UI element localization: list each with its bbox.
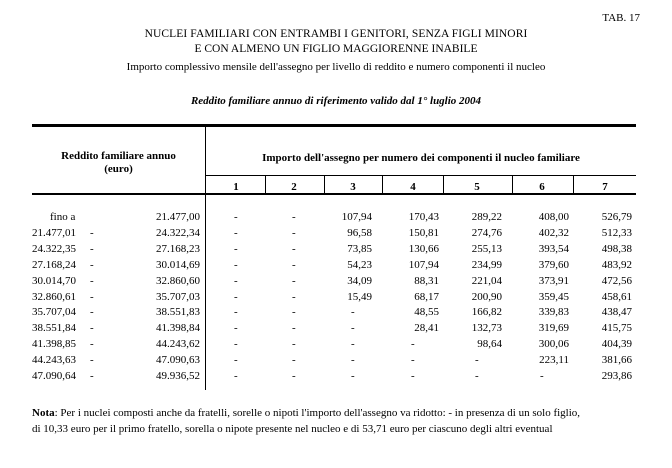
amount-cell: - bbox=[292, 258, 296, 271]
amount-cell: 34,09 bbox=[347, 274, 372, 287]
amount-cell: 150,81 bbox=[408, 226, 439, 239]
amount-cell: 319,69 bbox=[538, 322, 569, 335]
amount-cell: 223,11 bbox=[539, 354, 569, 367]
income-separator: - bbox=[90, 322, 94, 335]
income-from: 44.243,63 bbox=[32, 354, 76, 367]
header-bottom-rule bbox=[32, 193, 636, 195]
income-separator: - bbox=[90, 306, 94, 319]
amount-cell: 88,31 bbox=[414, 274, 439, 287]
column-separator bbox=[324, 176, 325, 195]
income-separator: - bbox=[90, 290, 94, 303]
income-from: 41.398,85 bbox=[32, 338, 76, 351]
amount-cell: 458,61 bbox=[601, 290, 632, 303]
amount-cell: 498,38 bbox=[601, 242, 632, 255]
title-line-1: NUCLEI FAMILIARI CON ENTRAMBI I GENITORI, SENZA FIGLI MINORI bbox=[144, 28, 528, 40]
amount-cell: - bbox=[292, 274, 296, 287]
amount-cell: - bbox=[234, 290, 238, 303]
income-separator: - bbox=[90, 258, 94, 271]
amount-cell: 408,00 bbox=[538, 211, 569, 223]
table-row bbox=[32, 354, 636, 369]
income-from: fino a bbox=[50, 211, 76, 223]
amount-cell: 526,79 bbox=[601, 211, 632, 223]
amount-cell: 339,83 bbox=[538, 306, 569, 319]
footnote bbox=[32, 405, 652, 437]
amount-cell: 54,23 bbox=[347, 258, 372, 271]
amount-cell: 402,32 bbox=[538, 226, 569, 239]
amount-cell: 293,86 bbox=[601, 370, 632, 382]
amount-cell: 234,99 bbox=[471, 258, 502, 271]
amount-cell: - bbox=[351, 322, 355, 335]
income-separator: - bbox=[90, 354, 94, 367]
column-separator bbox=[443, 176, 444, 195]
amount-cell: - bbox=[411, 354, 415, 367]
income-to: 30.014,69 bbox=[156, 258, 200, 271]
income-separator: - bbox=[90, 370, 94, 382]
income-from: 32.860,61 bbox=[32, 290, 76, 303]
amount-cell: 438,47 bbox=[601, 306, 632, 319]
income-from: 35.707,04 bbox=[32, 306, 76, 319]
amount-cell: 28,41 bbox=[414, 322, 439, 335]
income-header-line1: Reddito familiare annuo bbox=[61, 150, 176, 162]
amount-cell: - bbox=[475, 354, 479, 367]
amount-cell: - bbox=[292, 370, 296, 382]
amount-cell: 373,91 bbox=[538, 274, 569, 287]
amount-cell: - bbox=[411, 338, 415, 351]
amount-cell: - bbox=[351, 306, 355, 319]
amount-cell: - bbox=[234, 322, 238, 335]
amount-cell: 415,75 bbox=[601, 322, 632, 335]
amount-cell: - bbox=[540, 370, 544, 382]
amount-cell: 107,94 bbox=[341, 211, 372, 223]
amount-cell: - bbox=[234, 226, 238, 239]
amount-cell: 472,56 bbox=[601, 274, 632, 287]
amount-cell: 68,17 bbox=[414, 290, 439, 303]
table-row bbox=[32, 275, 636, 290]
amount-cell: 221,04 bbox=[471, 274, 502, 287]
amount-cell: - bbox=[292, 354, 296, 367]
amount-cell: - bbox=[292, 226, 296, 239]
income-to: 38.551,83 bbox=[156, 306, 200, 319]
reference-period: Reddito familiare annuo di riferimento valido dal 1° luglio 2004 bbox=[190, 95, 482, 107]
amount-cell: - bbox=[292, 306, 296, 319]
amount-cell: - bbox=[234, 354, 238, 367]
allowance-table bbox=[32, 124, 636, 390]
table-top-rule bbox=[32, 124, 636, 127]
amount-cell: 15,49 bbox=[347, 290, 372, 303]
income-to: 24.322,34 bbox=[156, 226, 200, 239]
income-to: 32.860,60 bbox=[156, 274, 200, 287]
amount-cell: - bbox=[292, 290, 296, 303]
income-to: 49.936,52 bbox=[156, 370, 200, 382]
table-row bbox=[32, 243, 636, 258]
amount-cell: - bbox=[234, 211, 238, 223]
subtitle: Importo complessivo mensile dell'assegno per livello di reddito e numero componenti il nucleo bbox=[126, 61, 546, 73]
note-line-1: : Per i nuclei composti anche da fratelli, sorelle o nipoti l'importo dell'assegno va ridotto: - in presenza di un solo figlio, bbox=[54, 407, 581, 419]
income-separator: - bbox=[90, 226, 94, 239]
amount-cell: 393,54 bbox=[538, 242, 569, 255]
amount-cell: - bbox=[475, 370, 479, 382]
table-row bbox=[32, 322, 636, 337]
title-line-2: E CON ALMENO UN FIGLIO MAGGIORENNE INABILE bbox=[194, 43, 478, 55]
column-header: 7 bbox=[602, 181, 608, 193]
column-header: 6 bbox=[539, 181, 545, 193]
amount-cell: - bbox=[292, 211, 296, 223]
income-header-line2: (euro) bbox=[104, 163, 133, 175]
column-separator bbox=[573, 176, 574, 195]
amount-cell: 379,60 bbox=[538, 258, 569, 271]
income-to: 47.090,63 bbox=[156, 354, 200, 367]
amount-cell: 200,90 bbox=[471, 290, 502, 303]
amount-cell: 300,06 bbox=[538, 338, 569, 351]
amount-cell: - bbox=[351, 354, 355, 367]
column-header: 5 bbox=[474, 181, 480, 193]
amount-cell: 107,94 bbox=[408, 258, 439, 271]
table-row bbox=[32, 338, 636, 353]
income-to: 44.243,62 bbox=[156, 338, 200, 351]
amount-cell: 512,33 bbox=[601, 226, 632, 239]
table-row bbox=[32, 259, 636, 274]
amount-cell: - bbox=[351, 338, 355, 351]
note-label: Nota bbox=[32, 407, 55, 419]
amount-cell: - bbox=[234, 274, 238, 287]
column-header: 1 bbox=[233, 181, 239, 193]
amount-cell: 130,66 bbox=[408, 242, 439, 255]
amount-cell: 132,73 bbox=[471, 322, 502, 335]
income-separator: - bbox=[90, 242, 94, 255]
income-from: 47.090,64 bbox=[32, 370, 76, 382]
income-to: 35.707,03 bbox=[156, 290, 200, 303]
amount-cell: 255,13 bbox=[471, 242, 502, 255]
amount-cell: - bbox=[234, 306, 238, 319]
income-to: 27.168,23 bbox=[156, 242, 200, 255]
amount-cell: 166,82 bbox=[471, 306, 502, 319]
amount-cell: 73,85 bbox=[347, 242, 372, 255]
income-separator: - bbox=[90, 338, 94, 351]
amount-cell: 289,22 bbox=[471, 211, 502, 223]
amount-cell: 404,39 bbox=[601, 338, 632, 351]
amount-cell: - bbox=[234, 370, 238, 382]
amount-cell: - bbox=[292, 242, 296, 255]
amount-cell: 359,45 bbox=[538, 290, 569, 303]
income-separator: - bbox=[90, 274, 94, 287]
note-line-2: di 10,33 euro per il primo fratello, sorella o nipote presente nel nucleo e di 53,71 euro per ciascuno degli altri eventual bbox=[32, 423, 553, 435]
amount-cell: 96,58 bbox=[347, 226, 372, 239]
amount-cell: - bbox=[234, 258, 238, 271]
amount-cell: - bbox=[292, 322, 296, 335]
amount-header: Importo dell'assegno per numero dei componenti il nucleo familiare bbox=[262, 152, 580, 164]
amount-cell: 274,76 bbox=[471, 226, 502, 239]
income-from: 24.322,35 bbox=[32, 242, 76, 255]
income-from: 38.551,84 bbox=[32, 322, 76, 335]
column-header: 4 bbox=[410, 181, 416, 193]
table-row bbox=[32, 211, 636, 226]
amount-cell: 170,43 bbox=[408, 211, 439, 223]
amount-cell: - bbox=[234, 242, 238, 255]
column-header: 2 bbox=[291, 181, 297, 193]
column-header: 3 bbox=[350, 181, 356, 193]
table-row bbox=[32, 306, 636, 321]
table-row bbox=[32, 227, 636, 242]
income-to: 41.398,84 bbox=[156, 322, 200, 335]
income-to: 21.477,00 bbox=[156, 211, 200, 223]
amount-cell: - bbox=[411, 370, 415, 382]
table-number: TAB. 17 bbox=[602, 12, 640, 24]
income-from: 21.477,01 bbox=[32, 226, 76, 239]
amount-cell: 48,55 bbox=[414, 306, 439, 319]
income-from: 30.014,70 bbox=[32, 274, 76, 287]
amount-cell: - bbox=[234, 338, 238, 351]
column-separator bbox=[382, 176, 383, 195]
amount-cell: - bbox=[292, 338, 296, 351]
column-separator bbox=[512, 176, 513, 195]
table-row bbox=[32, 370, 636, 385]
amount-cell: 483,92 bbox=[601, 258, 632, 271]
column-separator bbox=[265, 176, 266, 195]
amount-cell: 98,64 bbox=[477, 338, 502, 351]
income-header bbox=[32, 150, 205, 176]
header-subrule bbox=[206, 175, 636, 176]
income-from: 27.168,24 bbox=[32, 258, 76, 271]
amount-cell: - bbox=[351, 370, 355, 382]
table-row bbox=[32, 291, 636, 306]
amount-cell: 381,66 bbox=[601, 354, 632, 367]
